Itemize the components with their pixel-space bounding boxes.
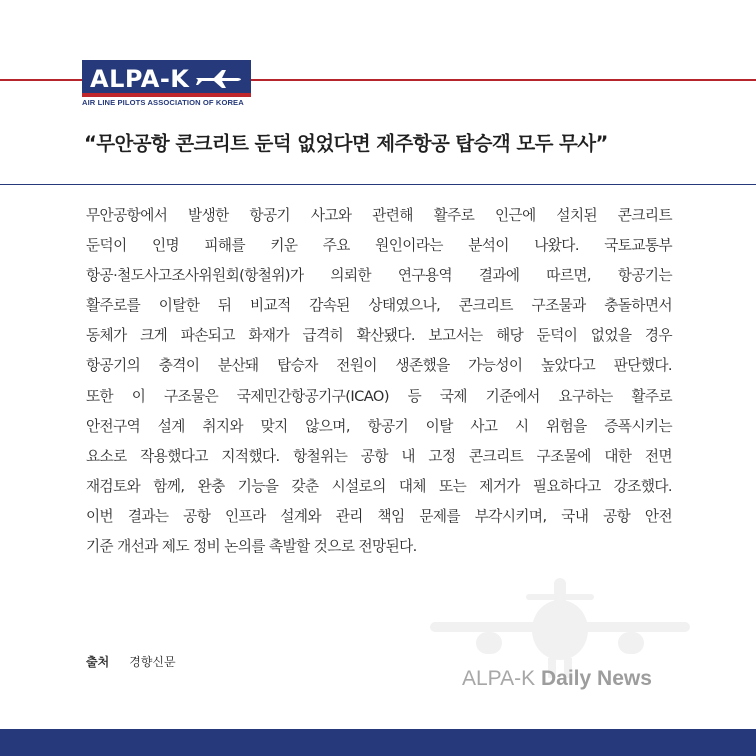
- body-line: 재검토와 함께, 완충 기능을 갖춘 시설로의 대체 또는 제거가 필요하다고 강조했다.: [86, 477, 672, 495]
- article-body: [86, 201, 672, 562]
- headline: “무안공항 콘크리트 둔덕 없었다면 제주항공 탑승객 모두 무사”: [84, 132, 608, 155]
- body-line: 항공·철도사고조사위원회(항철위)가 의뢰한 연구용역 결과에 따르면, 항공기는: [86, 267, 672, 285]
- footer-bar: [0, 729, 756, 756]
- body-line: 무안공항에서 발생한 항공기 사고와 관련해 활주로 인근에 설치된 콘크리트: [86, 207, 672, 224]
- body-line: 기준 개선과 제도 정비 논의를 촉발할 것으로 전망된다.: [86, 538, 417, 556]
- logo-text: ALPA-K: [90, 65, 190, 93]
- source-label: 출처: [86, 655, 110, 669]
- airplane-icon: [194, 64, 246, 90]
- body-line: 요소로 작용했다고 지적했다. 항철위는 공항 내 고정 콘크리트 구조물에 대한 전면: [86, 447, 672, 465]
- source-line: [86, 653, 176, 670]
- alpa-k-logo: [82, 60, 251, 110]
- body-line: 이번 결과는 공항 인프라 설계와 관리 책임 문제를 부각시키며, 국내 공항 안전: [86, 507, 672, 525]
- logo-box: [82, 60, 251, 97]
- logo-red-strip: [82, 93, 251, 97]
- body-line: 동체가 크게 파손되고 화재가 급격히 확산됐다. 보고서는 해당 둔덕이 없었을 경우: [86, 327, 672, 345]
- source-value: 경향신문: [129, 655, 176, 669]
- headline-divider: [0, 184, 756, 185]
- body-line: 또한 이 구조물은 국제민간항공기구(ICAO) 등 국제 기준에서 요구하는 활주로: [86, 387, 672, 405]
- daily-news-brand: [462, 667, 652, 691]
- brand-bold: Daily News: [541, 667, 652, 690]
- brand-prefix: ALPA-K: [462, 667, 536, 690]
- body-line: 항공기의 충격이 분산돼 탑승자 전원이 생존했을 가능성이 높았다고 판단했다.: [86, 357, 672, 375]
- body-line: 둔덕이 인명 피해를 키운 주요 원인이라는 분석이 나왔다. 국토교통부: [86, 237, 672, 255]
- body-line: 활주로를 이탈한 뒤 비교적 감속된 상태였으나, 콘크리트 구조물과 충돌하면서: [86, 297, 672, 315]
- body-line: 안전구역 설계 취지와 맞지 않으며, 항공기 이탈 사고 시 위험을 증폭시키는: [86, 417, 672, 435]
- logo-subtitle: AIR LINE PILOTS ASSOCIATION OF KOREA: [82, 98, 244, 107]
